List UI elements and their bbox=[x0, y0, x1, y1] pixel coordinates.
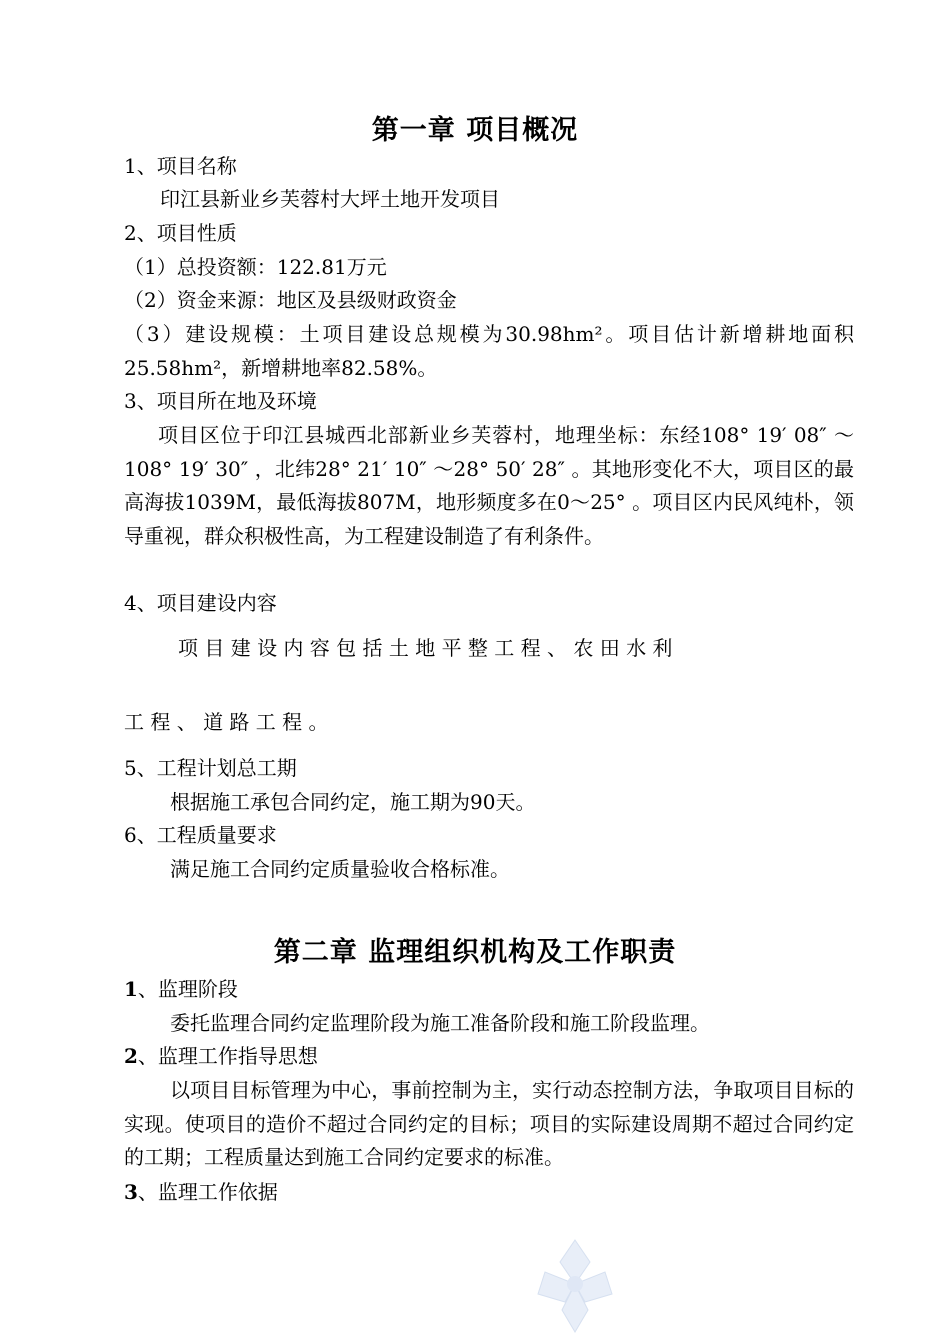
ch2-s3-heading-text: 、监理工作依据 bbox=[137, 1180, 278, 1204]
s6-text: 满足施工合同约定质量验收合格标准。 bbox=[170, 857, 510, 881]
s3-heading: 3、项目所在地及环境 bbox=[124, 389, 317, 413]
s4-line2: 工 程 、 道 路 工 程 。 bbox=[124, 710, 329, 734]
s2-heading: 2、项目性质 bbox=[124, 221, 237, 245]
ch2-s2-num: 2 bbox=[124, 1044, 138, 1068]
ch2-s1-heading bbox=[124, 973, 854, 1006]
s4-line1: 项 目 建 设 内 容 包 括 土 地 平 整 工 程 、 农 田 水 利 bbox=[178, 636, 673, 660]
s2-item1: （1）总投资额：122.81万元 bbox=[124, 255, 387, 279]
ch2-s2-heading-text: 、监理工作指导思想 bbox=[137, 1044, 318, 1068]
s2-item2: （2）资金来源：地区及县级财政资金 bbox=[124, 288, 457, 312]
ch2-s1-heading-text: 、监理阶段 bbox=[137, 977, 238, 1001]
ch2-s1-text: 委托监理合同约定监理阶段为施工准备阶段和施工阶段监理。 bbox=[170, 1011, 710, 1035]
s6-heading: 6、工程质量要求 bbox=[124, 823, 277, 847]
s1-text: 印江县新业乡芙蓉村大坪土地开发项目 bbox=[160, 187, 500, 211]
chapter1-title: 第一章 项目概况 bbox=[371, 115, 579, 146]
s3-text: 项目区位于印江县城西北部新业乡芙蓉村，地理坐标：东经108° 19′ 08″ ～108° 19′ 30″ ，北纬28° 21′ 10″ ～28° 50′ 28″ 。其地形变化不大，项目区的最高海拔1039M，最低海拔807M，地形频度多在0～25° 。项目区内民风纯朴，领导重视，群众积极性高，为工程建设制造了有利条件。 bbox=[124, 423, 854, 548]
s4-heading: 4、项目建设内容 bbox=[124, 591, 277, 615]
chapter2-title: 第二章 监理组织机构及工作职责 bbox=[273, 937, 677, 968]
ch2-s2-heading bbox=[124, 1040, 854, 1073]
ch2-s3-heading bbox=[124, 1176, 854, 1209]
watermark-logo bbox=[530, 1232, 620, 1337]
s2-item3: （3）建设规模：土项目建设总规模为30.98hm²。项目估计新增耕地面积25.58hm²，新增耕地率82.58%。 bbox=[124, 322, 854, 380]
s5-heading: 5、工程计划总工期 bbox=[124, 756, 297, 780]
ch2-s1-num: 1 bbox=[124, 977, 138, 1001]
ch2-s3-num: 3 bbox=[124, 1180, 138, 1204]
s5-text: 根据施工承包合同约定，施工期为90天。 bbox=[170, 790, 536, 814]
ch2-s2-text: 以项目目标管理为中心，事前控制为主，实行动态控制方法，争取项目目标的实现。使项目的造价不超过合同约定的目标；项目的实际建设周期不超过合同约定的工期；工程质量达到施工合同约定要求的标准。 bbox=[124, 1078, 854, 1169]
s1-heading: 1、项目名称 bbox=[124, 154, 237, 178]
